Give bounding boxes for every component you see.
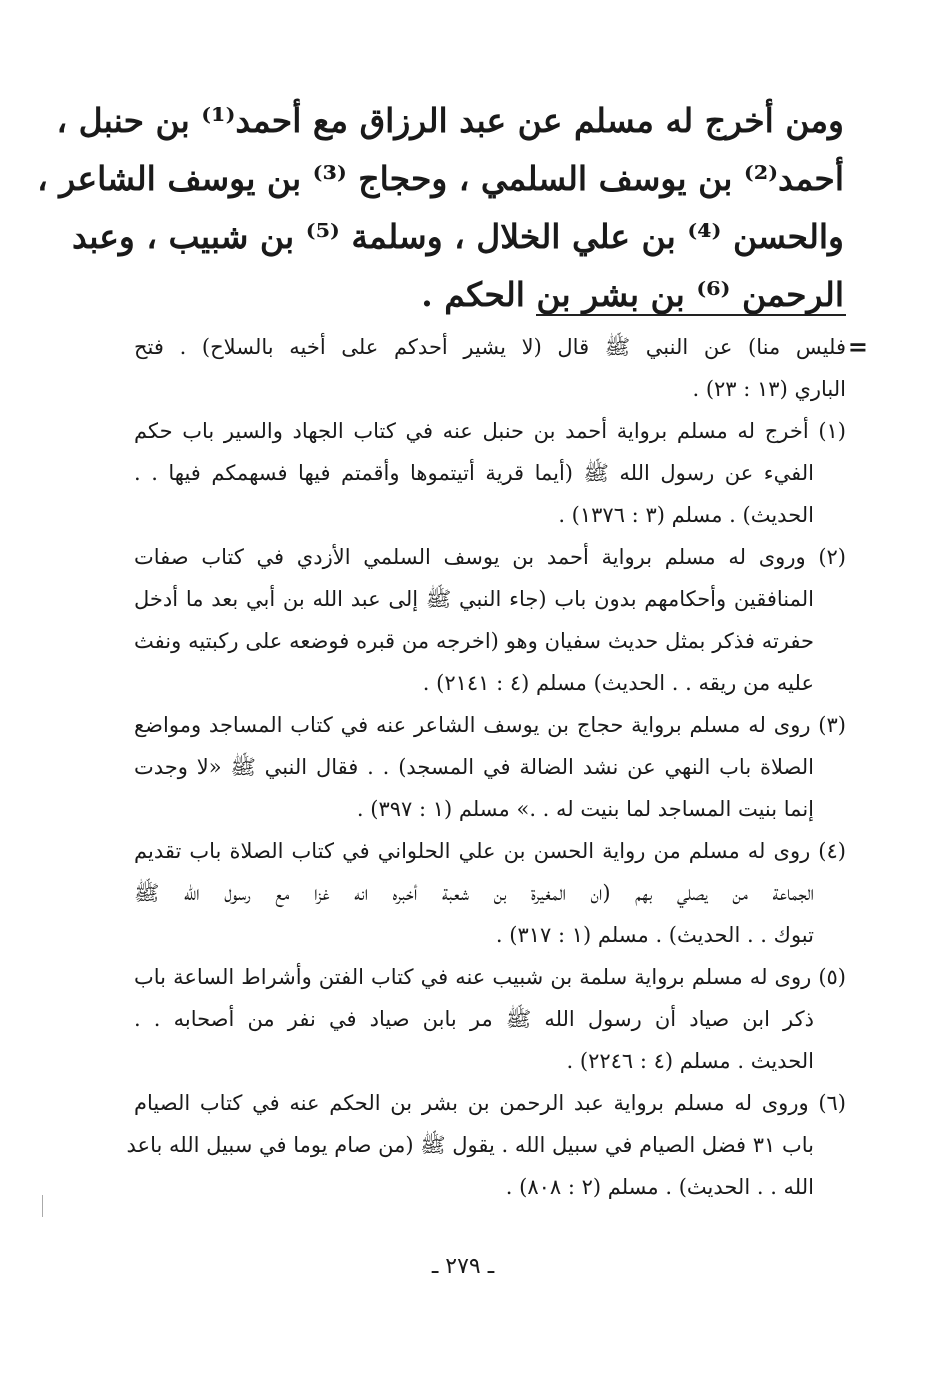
footnote-line: ذكر ابن صياد أن رسول الله ﷺ مر بابن صياد في نفر من أصحابه . . bbox=[134, 1007, 814, 1031]
footnote-line: الله . . الحديث) . مسلم (٢ : ٨٠٨) . bbox=[505, 1175, 814, 1199]
footnote-line: فليس منا) عن النبي ﷺ قال (لا يشير أحدكم على أخيه بالسلاح) . فتح bbox=[134, 335, 846, 359]
footnote-line: حفرته فذكر بمثل حديث سفيان وهو (اخرجه من قبره فوضعه على ركبتيه ونفث bbox=[134, 629, 814, 653]
footnote-line: الحديث . مسلم (٤ : ٢٢٤٦) . bbox=[566, 1049, 814, 1073]
main-text-line: الرحمن ⁽⁶⁾ بن بشر بن الحكم . bbox=[421, 275, 844, 314]
scan-edge-mark bbox=[42, 1195, 43, 1217]
footnote-5 bbox=[134, 956, 846, 1082]
main-text-line: أحمد⁽²⁾ بن يوسف السلمي ، وحجاج ⁽³⁾ بن يوسف الشاعر ، bbox=[37, 159, 844, 198]
footnote-1 bbox=[134, 410, 846, 536]
main-text-line: والحسن ⁽⁴⁾ بن علي الخلال ، وسلمة ⁽⁵⁾ بن شبيب ، وعبد bbox=[71, 217, 844, 256]
footnote-line: (٤) روى له مسلم من رواية الحسن بن علي الحلواني في كتاب الصلاة باب تقديم bbox=[134, 839, 846, 863]
footnote-line: الباري (١٣ : ٢٣) . bbox=[692, 377, 846, 401]
footnote-line: (٢) وروى له مسلم برواية أحمد بن يوسف السلمي الأزدي في كتاب صفات bbox=[134, 545, 846, 569]
footnote-3 bbox=[134, 704, 846, 830]
footnote-6 bbox=[126, 1082, 846, 1208]
footnote-line: إنما بنيت المساجد لما بنيت له . .» مسلم (١ : ٣٩٧) . bbox=[356, 797, 814, 821]
footnote-line: تبوك . . الحديث) . مسلم (١ : ٣١٧) . bbox=[495, 923, 814, 947]
footnote-line: (١) أخرج له مسلم برواية أحمد بن حنبل عنه في كتاب الجهاد والسير باب حكم bbox=[134, 419, 846, 443]
main-paragraph bbox=[37, 92, 844, 324]
footnote-line: الحديث) . مسلم (٣ : ١٣٧٦) . bbox=[558, 503, 814, 527]
footnote-line: باب ٣١ فضل الصيام في سبيل الله . يقول ﷺ (من صام يوما في سبيل الله باعد bbox=[126, 1133, 814, 1157]
footnote-line: المنافقين وأحكامهم بدون باب (جاء النبي ﷺ إلى عبد الله بن أبي بعد ما أدخل bbox=[134, 587, 814, 611]
footnotes bbox=[126, 326, 846, 1208]
footnote-line: عليه من ريقه . . الحديث) مسلم (٤ : ٢١٤١) . bbox=[422, 671, 814, 695]
footnote-divider bbox=[536, 314, 846, 316]
footnote-line: الجماعة من يصلي بهم (ان المغيرة بن شعبة أخبره انه غزا مع رسول الله ﷺ bbox=[134, 881, 814, 905]
footnote-continuation-marker: = bbox=[847, 332, 868, 361]
main-text-line: ومن أخرج له مسلم عن عبد الرزاق مع أحمد⁽¹⁾ بن حنبل ، bbox=[56, 101, 844, 140]
footnote-line: الصلاة باب النهي عن نشد الضالة في المسجد) . . فقال النبي ﷺ «لا وجدت bbox=[134, 755, 814, 779]
footnote-line: (٥) روى له مسلم برواية سلمة بن شبيب عنه في كتاب الفتن وأشراط الساعة باب bbox=[134, 965, 846, 989]
footnote-line: الفيء عن رسول الله ﷺ (أيما قرية أتيتموها وأقمتم فيها فسهمكم فيها . . bbox=[134, 461, 814, 485]
page-number: ـ ٢٧٩ ـ bbox=[431, 1254, 495, 1279]
footnote-4 bbox=[134, 830, 846, 956]
footnote-line: (٣) روى له مسلم برواية حجاج بن يوسف الشاعر عنه في كتاب المساجد ومواضع bbox=[134, 713, 846, 737]
footnote-2 bbox=[134, 536, 846, 704]
footnote-continued bbox=[134, 326, 846, 410]
footnote-line: (٦) وروى له مسلم برواية عبد الرحمن بن بشر بن الحكم عنه في كتاب الصيام bbox=[134, 1091, 846, 1115]
